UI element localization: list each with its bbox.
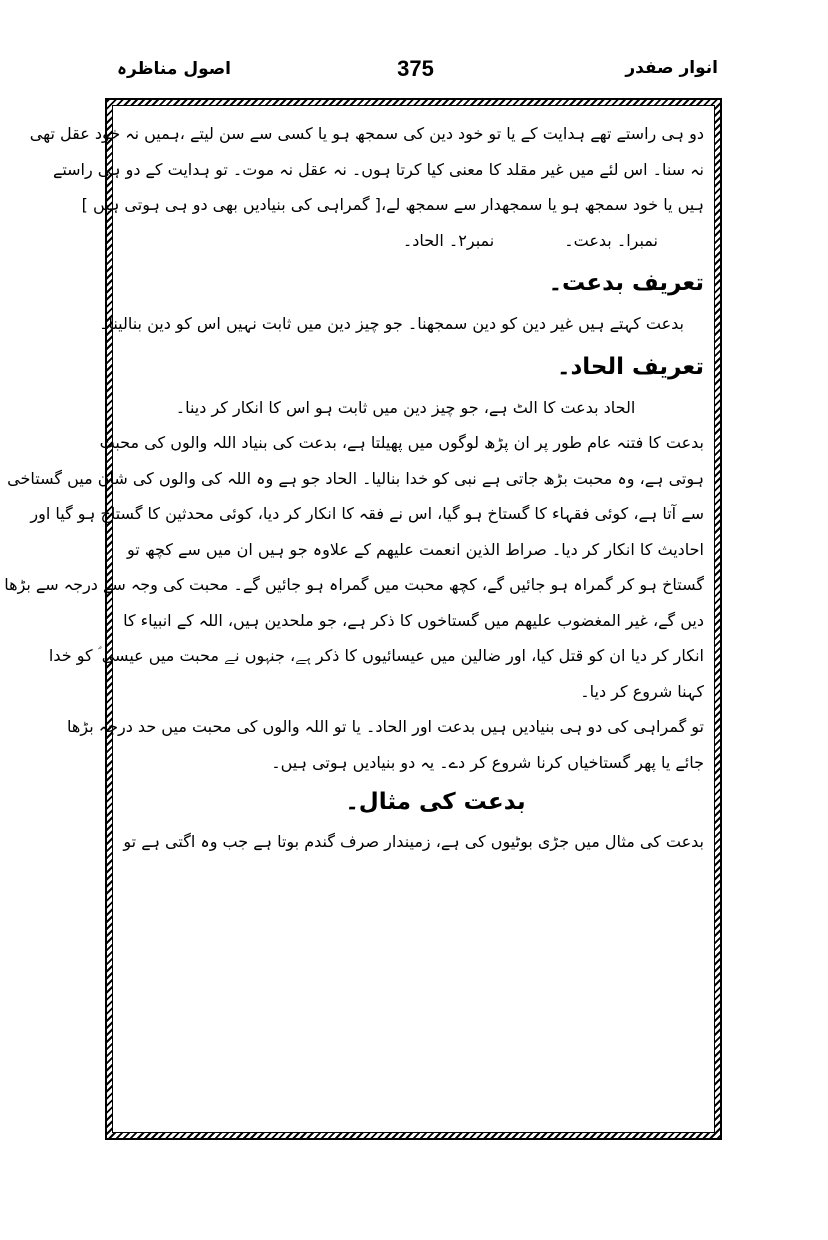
heading-example: بدعت کی مثال۔: [345, 789, 526, 815]
body-line: ہیں یا خود سمجھ ہو یا سمجھدار سے سمجھ لے،[ گمراہی کی بنیادیں بھی دو ہی ہوتی ہیں ]: [81, 195, 704, 214]
chapter-title: اصول مناظرہ: [117, 59, 231, 79]
body-line: سے آتا ہے، کوئی فقہاء کا گستاخ ہو گیا، اس نے فقہ کا انکار کر دیا، کوئی محدثین کا گستاخ ہو گیا اور: [30, 504, 704, 523]
number-one: نمبرا۔ بدعت۔: [564, 230, 658, 250]
page-number: 375: [397, 56, 434, 81]
body-line: احادیث کا انکار کر دیا۔ صراط الذین انعمت علیھم کے علاوہ جو ہیں ان میں سے کچھ تو: [127, 539, 704, 559]
heading-ilhad: تعریف الحاد۔: [557, 353, 704, 380]
body-line: تو گمراہی کی دو ہی بنیادیں ہیں بدعت اور الحاد۔ یا تو اللہ والوں کی محبت میں حد درجہ بڑھا: [67, 717, 704, 736]
body-line: دیں گے، غیر المغضوب علیھم میں گستاخوں کا ذکر ہے، جو ملحدین ہیں، اللہ کے انبیاء کا: [123, 610, 704, 630]
text-panel: [4, 105, 715, 1133]
number-two: نمبر۲۔ الحاد۔: [402, 230, 495, 250]
heading-bidat: تعریف بدعت۔: [548, 270, 704, 296]
body-line: ہوتی ہے، وہ محبت بڑھ جاتی ہے نبی کو خدا بنالیا۔ الحاد جو ہے وہ اللہ کی والوں کی شان میں گستاخی: [7, 468, 704, 488]
body-line: جائے یا پھر گستاخیاں کرنا شروع کر دے۔ یہ دو بنیادیں ہوتی ہیں۔: [271, 752, 704, 772]
numbered-items: [127, 223, 704, 259]
body-line: بدعت کا فتنہ عام طور پر ان پڑھ لوگوں میں پھیلتا ہے، بدعت کی بنیاد اللہ والوں کی محبت: [99, 433, 704, 452]
book-title: انوار صفدر: [625, 58, 718, 78]
ilhad-definition: الحاد بدعت کا الٹ ہے، جو چیز دین میں ثابت ہو اس کا انکار کر دینا۔: [175, 397, 636, 417]
page-header: [105, 56, 726, 92]
page-border: [4, 98, 722, 1140]
bidat-definition: بدعت کہتے ہیں غیر دین کو دین سمجھنا۔ جو چیز دین میں ثابت نہیں اس کو دین بنالینا۔: [99, 314, 684, 333]
body-line: انکار کر دیا ان کو قتل کیا، اور ضالین میں عیسائیوں کا ذکر ہے، جنہوں نے محبت میں عیسیٰ ؑ کو خدا: [48, 646, 704, 665]
body-line: نہ سنا۔ اس لئے میں غیر مقلد کا معنی کیا کرتا ہوں۔ نہ عقل نہ موت۔ تو ہدایت کے دو ہی راستے: [52, 159, 704, 179]
page-body: [4, 106, 714, 860]
body-line: بدعت کی مثال میں جڑی بوٹیوں کی ہے، زمیندار صرف گندم بوتا ہے جب وہ اگتی ہے تو: [123, 832, 704, 851]
body-line: گستاخ ہو کر گمراہ ہو جائیں گے، کچھ محبت میں گمراہ ہو جائیں گے۔ محبت کی وجہ سے درجہ سے بڑھا: [4, 575, 704, 594]
body-line: کہنا شروع کر دیا۔: [580, 681, 704, 701]
body-line: دو ہی راستے تھے ہدایت کے یا تو خود دین کی سمجھ ہو یا کسی سے سن لیتے ،ہمیں نہ خود عقل تھی: [29, 124, 704, 143]
